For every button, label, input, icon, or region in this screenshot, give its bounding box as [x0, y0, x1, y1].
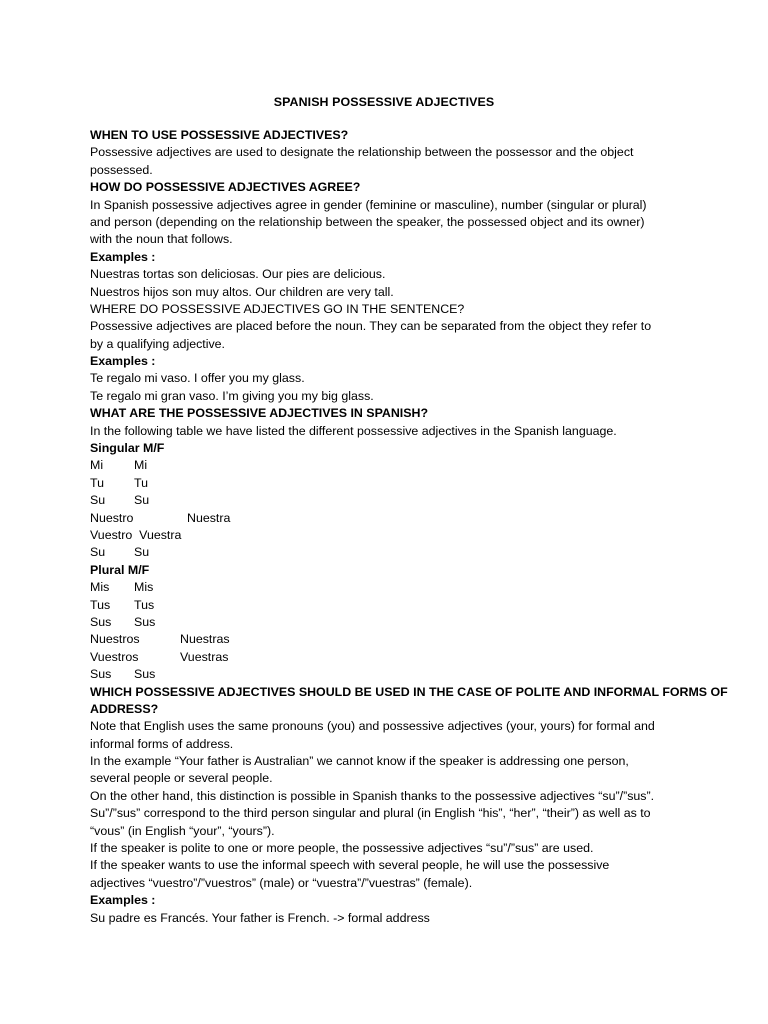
paragraph-line: adjectives “vuestro”/”vuestros” (male) or “vuestra”/”vuestras” (female). [90, 875, 473, 890]
example-line: Su padre es Francés. Your father is French. -> formal address [90, 910, 430, 925]
feminine-form: Tus [134, 597, 155, 612]
examples-label: Examples : [90, 893, 156, 908]
table-row [90, 475, 690, 492]
masculine-form: Mis [90, 580, 110, 595]
plural-label: Plural M/F [90, 562, 150, 577]
masculine-form: Sus [90, 667, 112, 682]
feminine-form: Vuestras [180, 649, 229, 664]
table-row [90, 457, 690, 474]
table-row [90, 579, 690, 596]
paragraph-line: If the speaker wants to use the informal speech with several people, he will use the possessive [90, 858, 610, 873]
paragraph-line: Note that English uses the same pronouns (you) and possessive adjectives (your, yours) for formal and [90, 719, 655, 734]
paragraph-line: In the example “Your father is Australian” we cannot know if the speaker is addressing one person, [90, 754, 629, 769]
examples-label: Examples : [90, 354, 156, 369]
masculine-form: Tus [90, 597, 111, 612]
paragraph-line: informal forms of address. [90, 736, 234, 751]
example-line: Nuestros hijos son muy altos. Our children are very tall. [90, 284, 394, 299]
masculine-form: Mi [90, 458, 104, 473]
paragraph-line: “vous” (in English “your”, “yours”). [90, 823, 275, 838]
examples-label: Examples : [90, 249, 156, 264]
table-row [90, 544, 690, 561]
paragraph-line: several people or several people. [90, 771, 273, 786]
masculine-form: Vuestro [90, 527, 133, 542]
masculine-form: Nuestros [90, 632, 140, 647]
table-row [90, 527, 690, 544]
section-heading-where: WHERE DO POSSESSIVE ADJECTIVES GO IN THE SENTENCE? [90, 301, 465, 316]
feminine-form: Sus [134, 614, 156, 629]
feminine-form: Su [134, 493, 150, 508]
paragraph-line: On the other hand, this distinction is possible in Spanish thanks to the possessive adjectives “su”/”sus”. [90, 788, 655, 803]
table-row [90, 666, 690, 683]
section-heading-polite: WHICH POSSESSIVE ADJECTIVES SHOULD BE USED IN THE CASE OF POLITE AND INFORMAL FORMS OF [90, 684, 728, 699]
paragraph-line: In the following table we have listed the different possessive adjectives in the Spanish language. [90, 423, 617, 438]
masculine-form: Tu [90, 475, 104, 490]
singular-label: Singular M/F [90, 441, 165, 456]
paragraph-line: and person (depending on the relationship between the speaker, the possessed object and its owner) [90, 214, 645, 229]
feminine-form: Tu [134, 475, 148, 490]
section-heading-what: WHAT ARE THE POSSESSIVE ADJECTIVES IN SPANISH? [90, 406, 429, 421]
table-row [90, 510, 690, 527]
feminine-form: Su [134, 545, 150, 560]
feminine-form: Nuestra [187, 510, 231, 525]
document-title: SPANISH POSSESSIVE ADJECTIVES [273, 95, 495, 109]
example-line: Te regalo mi gran vaso. I’m giving you my big glass. [90, 388, 374, 403]
masculine-form: Sus [90, 614, 112, 629]
table-row [90, 597, 690, 614]
feminine-form: Mis [134, 580, 154, 595]
paragraph-line: possessed. [90, 162, 153, 177]
feminine-form: Nuestras [180, 632, 230, 647]
feminine-form: Mi [134, 458, 148, 473]
paragraph-line: Su”/”sus” correspond to the third person singular and plural (in English “his”, “her”, “their”) as well as to [90, 806, 651, 821]
paragraph-line: Possessive adjectives are placed before the noun. They can be separated from the object they refer to [90, 319, 652, 334]
paragraph-line: by a qualifying adjective. [90, 336, 226, 351]
example-line: Te regalo mi vaso. I offer you my glass. [90, 371, 305, 386]
feminine-form: Vuestra [139, 527, 182, 542]
masculine-form: Nuestro [90, 510, 134, 525]
table-row [90, 631, 690, 648]
paragraph-line: If the speaker is polite to one or more people, the possessive adjectives “su”/”sus” are used. [90, 841, 594, 856]
example-line: Nuestras tortas son deliciosas. Our pies are delicious. [90, 267, 386, 282]
paragraph-line: In Spanish possessive adjectives agree in gender (feminine or masculine), number (singular or plural) [90, 197, 647, 212]
table-row [90, 492, 690, 509]
paragraph-line: with the noun that follows. [90, 232, 233, 247]
masculine-form: Su [90, 545, 106, 560]
section-heading-when: WHEN TO USE POSSESSIVE ADJECTIVES? [90, 128, 349, 142]
masculine-form: Su [90, 493, 106, 508]
section-heading-agree: HOW DO POSSESSIVE ADJECTIVES AGREE? [90, 180, 361, 195]
feminine-form: Sus [134, 667, 156, 682]
document-body [90, 127, 728, 927]
table-row [90, 649, 690, 666]
section-heading-polite-cont: ADDRESS? [90, 701, 159, 716]
table-row [90, 614, 690, 631]
masculine-form: Vuestros [90, 649, 139, 664]
paragraph-line: Possessive adjectives are used to designate the relationship between the possessor and the object [90, 145, 634, 160]
